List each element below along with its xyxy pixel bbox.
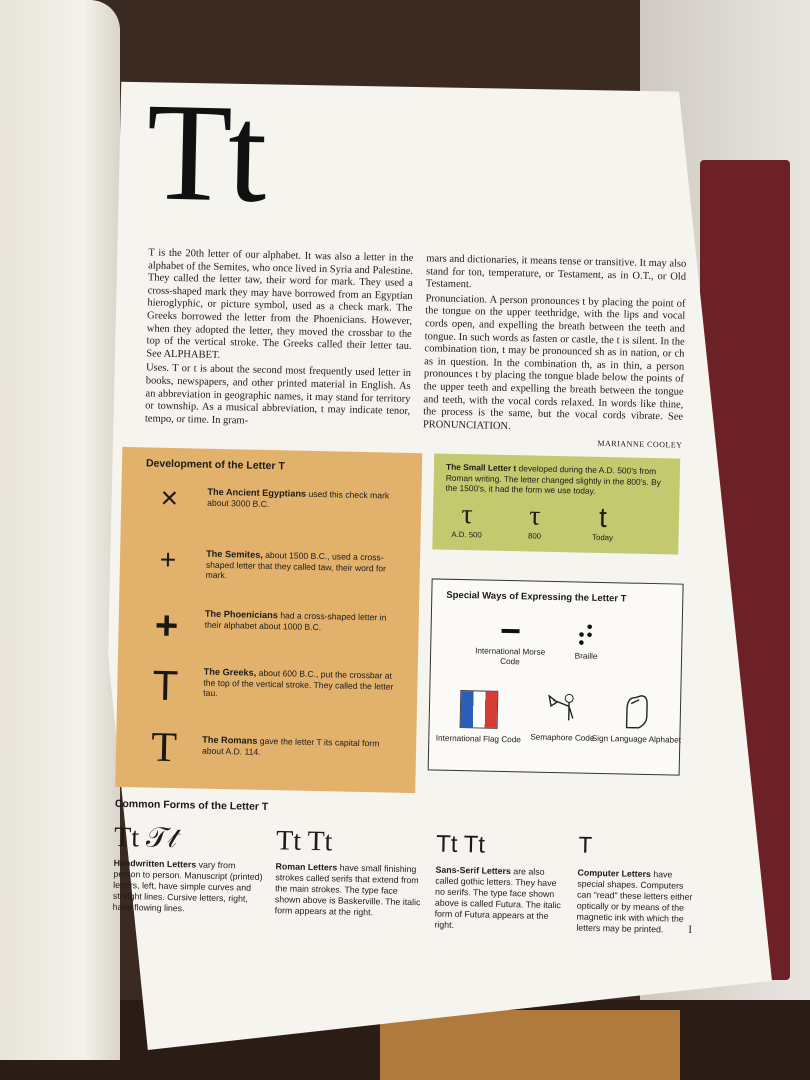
page-number: I xyxy=(688,923,693,936)
form-lead: Sans-Serif Letters xyxy=(435,864,511,877)
common-forms-title: Common Forms of the Letter T xyxy=(114,797,269,814)
form-text xyxy=(434,865,567,934)
flag-code-item xyxy=(433,690,524,746)
development-lead: The Greeks, xyxy=(203,666,257,678)
small-letter-text xyxy=(445,462,674,498)
development-row xyxy=(119,543,420,609)
form-lead: Computer Letters xyxy=(577,867,651,880)
development-lead: The Romans xyxy=(202,734,258,746)
development-glyph: T xyxy=(152,661,179,710)
form-lead: Handwritten Letters xyxy=(113,857,197,870)
development-text xyxy=(203,667,404,703)
development-desc: gave the letter T its capital form about A.D. 114. xyxy=(201,735,380,757)
development-row xyxy=(117,661,418,727)
small-letter-sample xyxy=(504,501,565,541)
small-letter-label: Today xyxy=(592,532,614,543)
small-letter-label: A.D. 500 xyxy=(451,529,482,540)
development-text xyxy=(207,487,407,512)
development-desc: used this check mark about 3000 B.C. xyxy=(207,488,390,509)
development-glyph: T xyxy=(150,724,178,772)
sign-language-label: Sign Language Alphabet xyxy=(591,733,682,745)
page-content xyxy=(112,74,720,974)
development-row xyxy=(120,481,421,547)
text-column-1 xyxy=(145,247,414,433)
development-desc: about 1500 B.C., used a cross-shaped letter that they called taw, their word for mark. xyxy=(205,549,387,581)
floor xyxy=(380,1010,680,1080)
text-column-2 xyxy=(422,253,686,452)
small-letter-sample xyxy=(437,500,498,540)
hand-sign-icon xyxy=(617,687,658,732)
development-panel xyxy=(115,447,422,793)
byline: MARIANNE COOLEY xyxy=(597,439,683,450)
development-row xyxy=(118,603,419,669)
form-sample: Tt Tt xyxy=(435,830,486,859)
form-sample: Tt Tt xyxy=(275,825,333,858)
form-desc: are also called gothic letters. They have no serifs. The type face shown above is called Futura. The italic form of Futura appears at the right. xyxy=(434,866,561,930)
form-text xyxy=(576,868,699,937)
paragraph-intro: T is the 20th letter of our alphabet. It was also a letter in the alphabet of the Semites, who once lived in Syria and Palestine. They called the letter taw, their word for mark. They used a cross-shaped mark they may have borrowed from an Egyptian hieroglyphic, or picture symbol, used as a check mark. The Greeks borrowed the letter from the Phoenicians. However, when they adopted the letter, they moved the crossbar to the top of the vertical stroke. The Greeks called their letter tau. See ALPHABET. xyxy=(146,247,414,361)
small-letter-glyph: τ xyxy=(529,500,541,532)
small-letter-label: 800 xyxy=(527,531,542,541)
development-lead: The Semites, xyxy=(206,548,263,560)
form-desc: have small finishing strokes called serifs that extend from the main strokes. The type face shown above is Baskerville. The italic form appears at the right. xyxy=(274,862,421,918)
development-glyph: × xyxy=(160,481,179,516)
development-desc: had a cross-shaped letter in their alphabet about 1000 B.C. xyxy=(204,610,387,632)
special-ways-title: Special Ways of Expressing the Letter T xyxy=(446,589,627,605)
morse-dash-icon xyxy=(502,629,520,633)
form-sample: Tt 𝒯𝓉 xyxy=(113,821,178,855)
small-letter-lead: The Small Letter t xyxy=(445,461,517,474)
development-glyph: + xyxy=(154,603,179,649)
small-letter-panel xyxy=(432,453,680,554)
left-page xyxy=(0,0,120,1060)
form-column xyxy=(275,821,423,919)
small-letter-glyph: τ xyxy=(461,499,473,531)
page-heading: Tt xyxy=(144,74,265,232)
development-text xyxy=(205,609,405,634)
small-letter-sample xyxy=(572,502,633,542)
development-row xyxy=(115,723,416,789)
form-column xyxy=(434,825,568,934)
development-lead: The Ancient Egyptians xyxy=(207,486,307,499)
development-glyph: + xyxy=(159,543,177,576)
form-desc: vary from person to person. Manuscript (printed) letters, left, have simple curves and straight lines. Cursive letters, right, have flowing lines. xyxy=(112,859,263,914)
form-column xyxy=(576,828,700,937)
morse-code-label: International Morse Code xyxy=(475,646,546,667)
form-desc: have special shapes. Computers can "read" these letters either optically or by means of the magnetic ink with which the letters may be printed. xyxy=(576,869,693,935)
common-forms-section xyxy=(112,797,705,935)
braille-item xyxy=(541,622,632,663)
paragraph-continued: mars and dictionaries, it means tense or transitive. It may also stand for ton, temperature, or Testament, as in O.T., or Old Testament. xyxy=(425,253,687,291)
braille-label: Braille xyxy=(574,651,598,661)
development-text xyxy=(202,735,402,760)
small-letter-desc: developed during the A.D. 500's from Roman writing. The letter changed slightly in the 800's. By the 1500's, it had the form we use today. xyxy=(445,463,661,496)
flag-icon xyxy=(460,690,499,729)
development-desc: about 600 B.C., put the crossbar at the top of the vertical stroke. They called the letter tau. xyxy=(203,667,394,698)
development-lead: The Phoenicians xyxy=(204,608,278,621)
semaphore-icon xyxy=(543,690,584,731)
form-lead: Roman Letters xyxy=(275,861,338,873)
semaphore-label: Semaphore Code xyxy=(530,732,595,743)
form-column xyxy=(113,818,265,916)
form-text xyxy=(275,861,422,919)
paragraph-uses: Uses. T or t is about the second most frequently used letter in books, newspapers, and other printed material in English. As an abbreviation in geographic names, it may stand for territory or township. As a musical abbreviation, t may indicate tenor, tempo, or time. In gram- xyxy=(144,362,412,427)
paragraph-pronunciation: Pronunciation. A person pronounces t by placing the point of the tongue on the upper teethridge, with the lips and vocal cords open, and expelling the breath between the teeth and tongue. In such words as fasten or castle, the t is silent. In the combination tion, t may be pronounced sh as in nation, or ch as in question. In the combination th, as in thin, a person pronounces t by placing the tongue blade below the points of the upper teeth and expelling the breath between the tongue and teeth, with the vocal cords relaxed. In words like thine, the process is the same, but the vocal cords vibrate. See PRONUNCIATION. xyxy=(422,293,686,432)
flag-code-label: International Flag Code xyxy=(435,733,521,745)
braille-dots-icon xyxy=(576,622,597,648)
form-text xyxy=(113,858,264,916)
development-title: Development of the Letter T xyxy=(145,457,285,473)
form-sample: T xyxy=(577,833,593,861)
special-ways-panel xyxy=(428,578,684,775)
small-letter-glyph: t xyxy=(598,501,608,534)
sign-language-item xyxy=(591,687,682,746)
development-text xyxy=(206,549,407,585)
